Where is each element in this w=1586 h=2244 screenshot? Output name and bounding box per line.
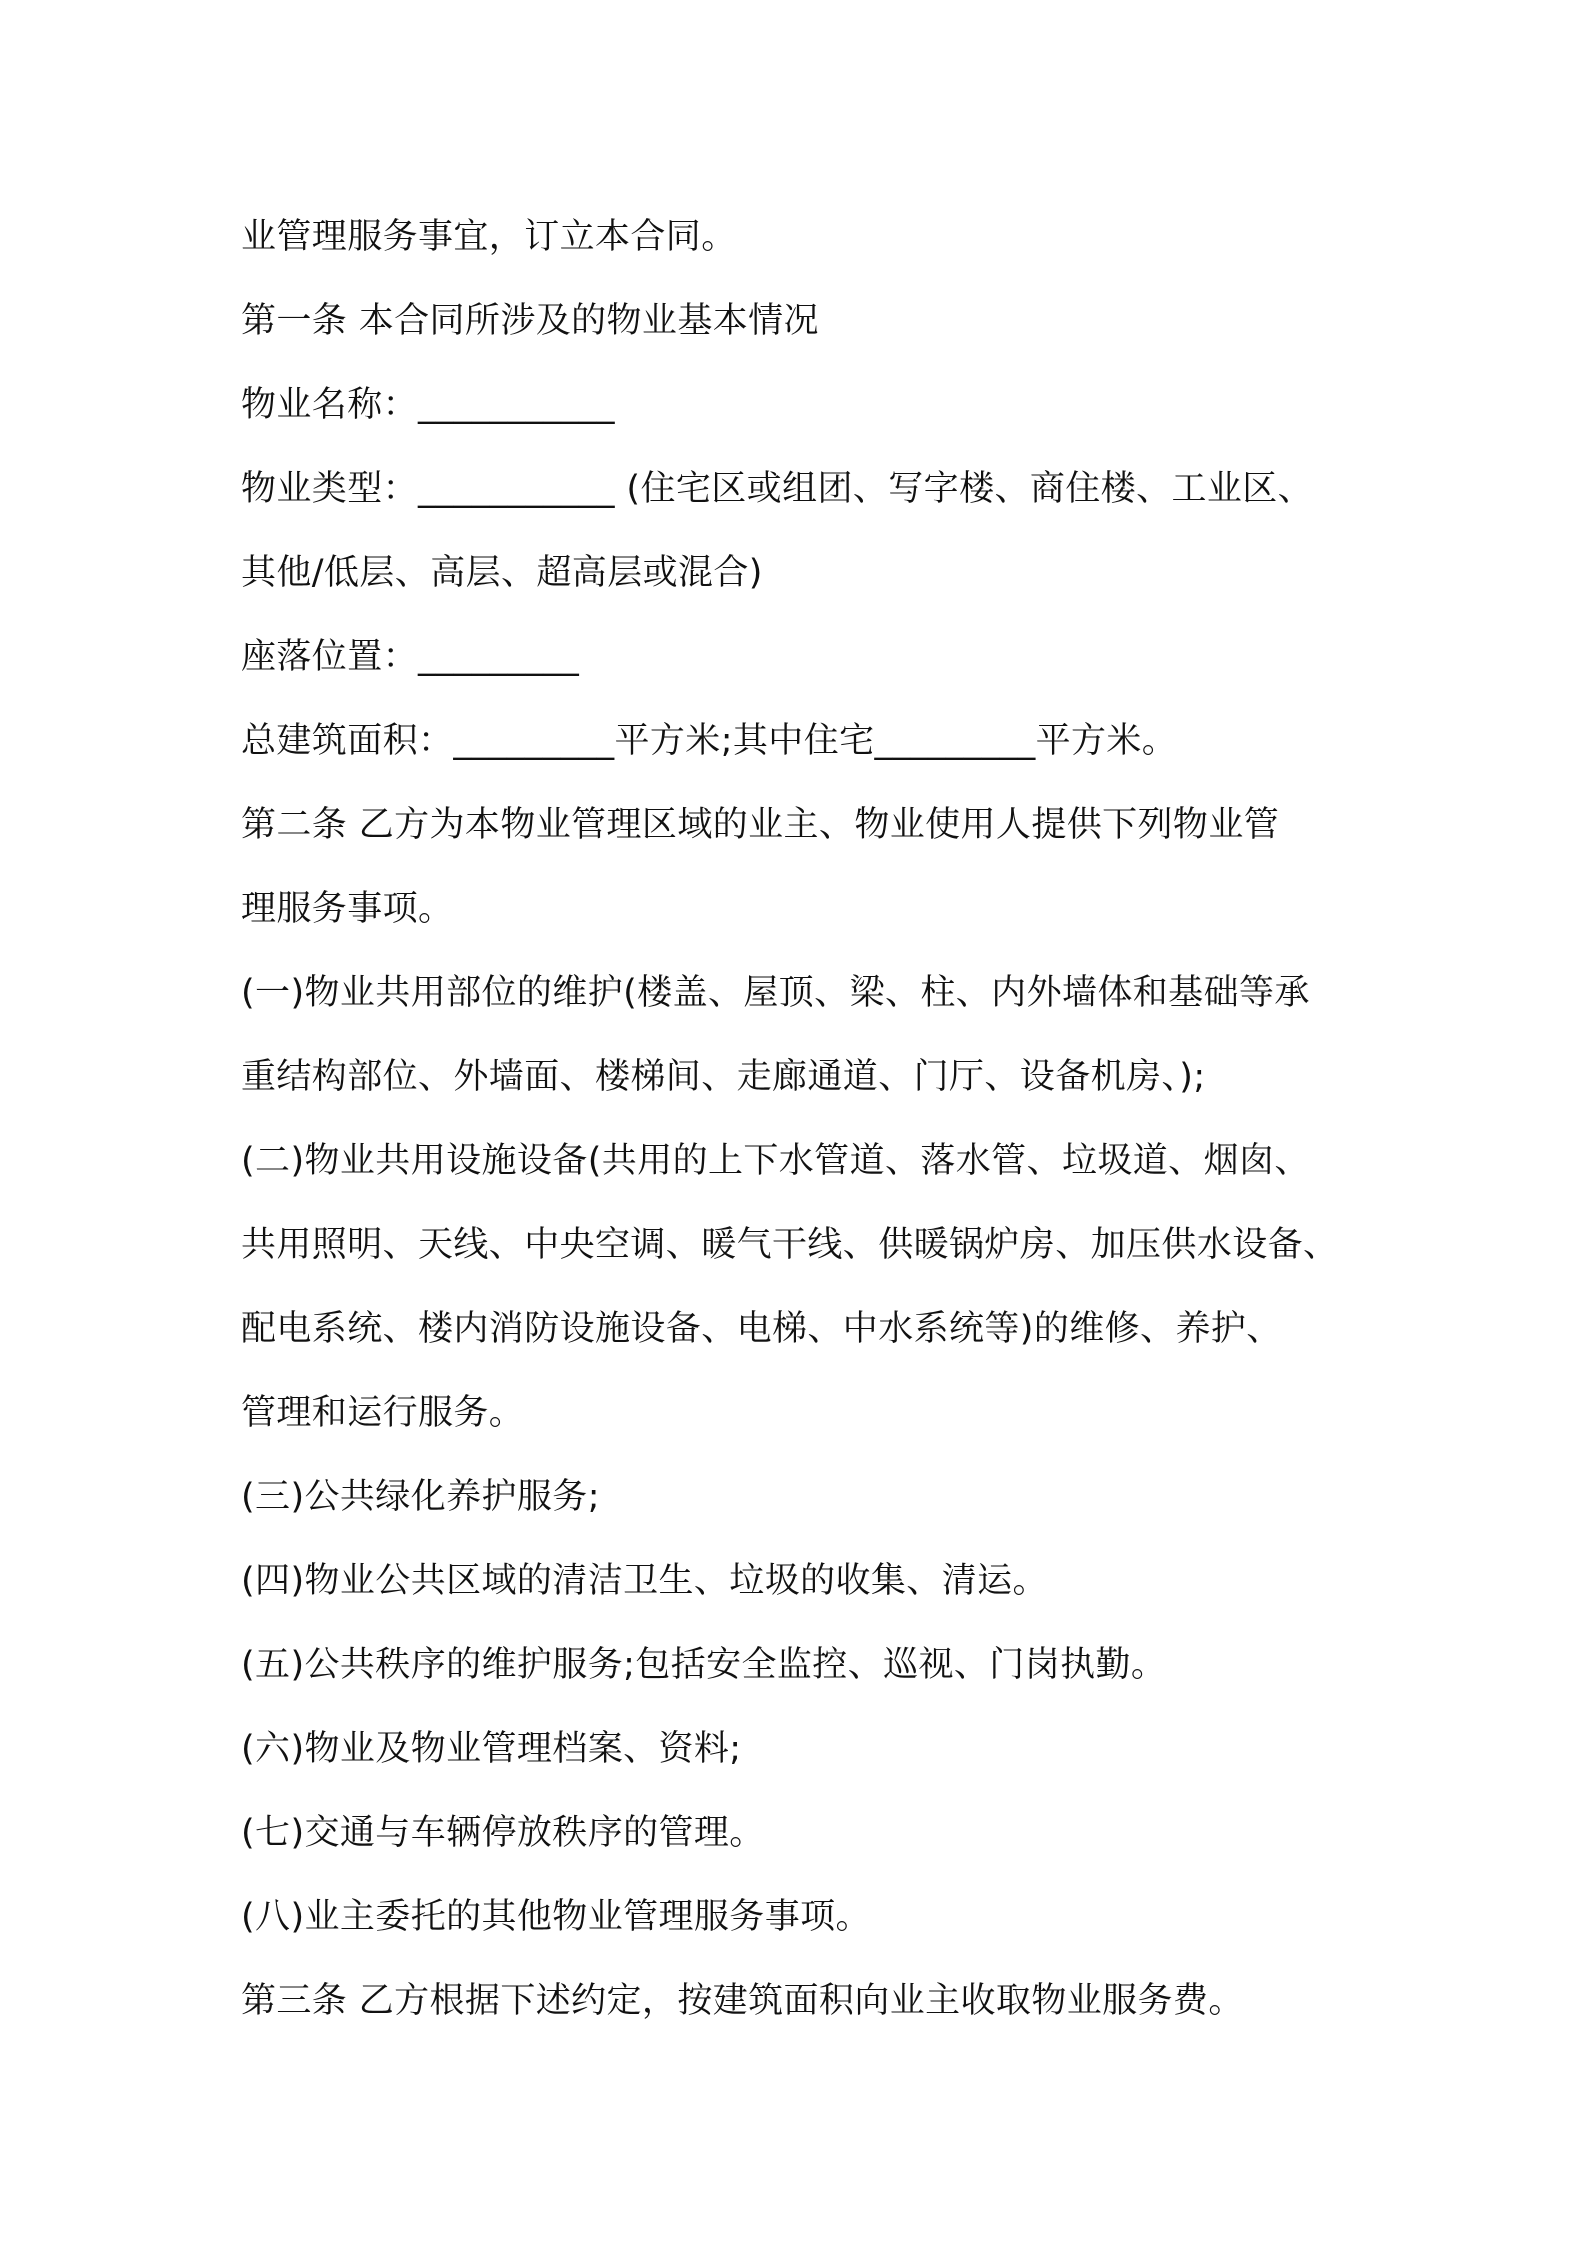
location-line: 座落位置：_________ xyxy=(241,637,580,677)
service-item-8: (八)业主委托的其他物业管理服务事项。 xyxy=(241,1897,871,1937)
article-2-heading-cont: 理服务事项。 xyxy=(241,889,454,929)
service-item-2: (二)物业共用设施设备(共用的上下水管道、落水管、垃圾道、烟囱、 xyxy=(241,1141,1310,1181)
property-type-line: 物业类型：___________ (住宅区或组团、写字楼、商住楼、工业区、 xyxy=(241,469,1314,509)
article-1-heading: 第一条 本合同所涉及的物业基本情况 xyxy=(241,301,819,341)
article-2-heading: 第二条 乙方为本物业管理区域的业主、物业使用人提供下列物业管 xyxy=(241,805,1280,845)
service-item-7: (七)交通与车辆停放秩序的管理。 xyxy=(241,1813,765,1853)
service-item-5: (五)公共秩序的维护服务;包括安全监控、巡视、门岗执勤。 xyxy=(241,1645,1167,1685)
service-item-2-cont: 配电系统、楼内消防设施设备、电梯、中水系统等)的维修、养护、 xyxy=(241,1309,1282,1349)
total-area-line: 总建筑面积：_________平方米;其中住宅_________平方米。 xyxy=(241,721,1178,761)
article-3-heading: 第三条 乙方根据下述约定，按建筑面积向业主收取物业服务费。 xyxy=(241,1981,1244,2021)
service-item-4: (四)物业公共区域的清洁卫生、垃圾的收集、清运。 xyxy=(241,1561,1048,1601)
property-type-line-cont: 其他/低层、高层、超高层或混合) xyxy=(241,553,763,593)
document-body xyxy=(241,195,1371,2043)
contract-text-line: 业管理服务事宜，订立本合同。 xyxy=(241,217,737,257)
service-item-6: (六)物业及物业管理档案、资料; xyxy=(241,1729,742,1769)
service-item-1-cont: 重结构部位、外墙面、楼梯间、走廊通道、门厅、设备机房、); xyxy=(241,1057,1206,1097)
service-item-2-cont: 共用照明、天线、中央空调、暖气干线、供暖锅炉房、加压供水设备、 xyxy=(241,1225,1339,1265)
service-item-3: (三)公共绿化养护服务; xyxy=(241,1477,600,1517)
property-name-line: 物业名称：___________ xyxy=(241,385,615,425)
service-item-1: (一)物业共用部位的维护(楼盖、屋顶、梁、柱、内外墙体和基础等承 xyxy=(241,973,1310,1013)
service-item-2-cont: 管理和运行服务。 xyxy=(241,1393,525,1433)
